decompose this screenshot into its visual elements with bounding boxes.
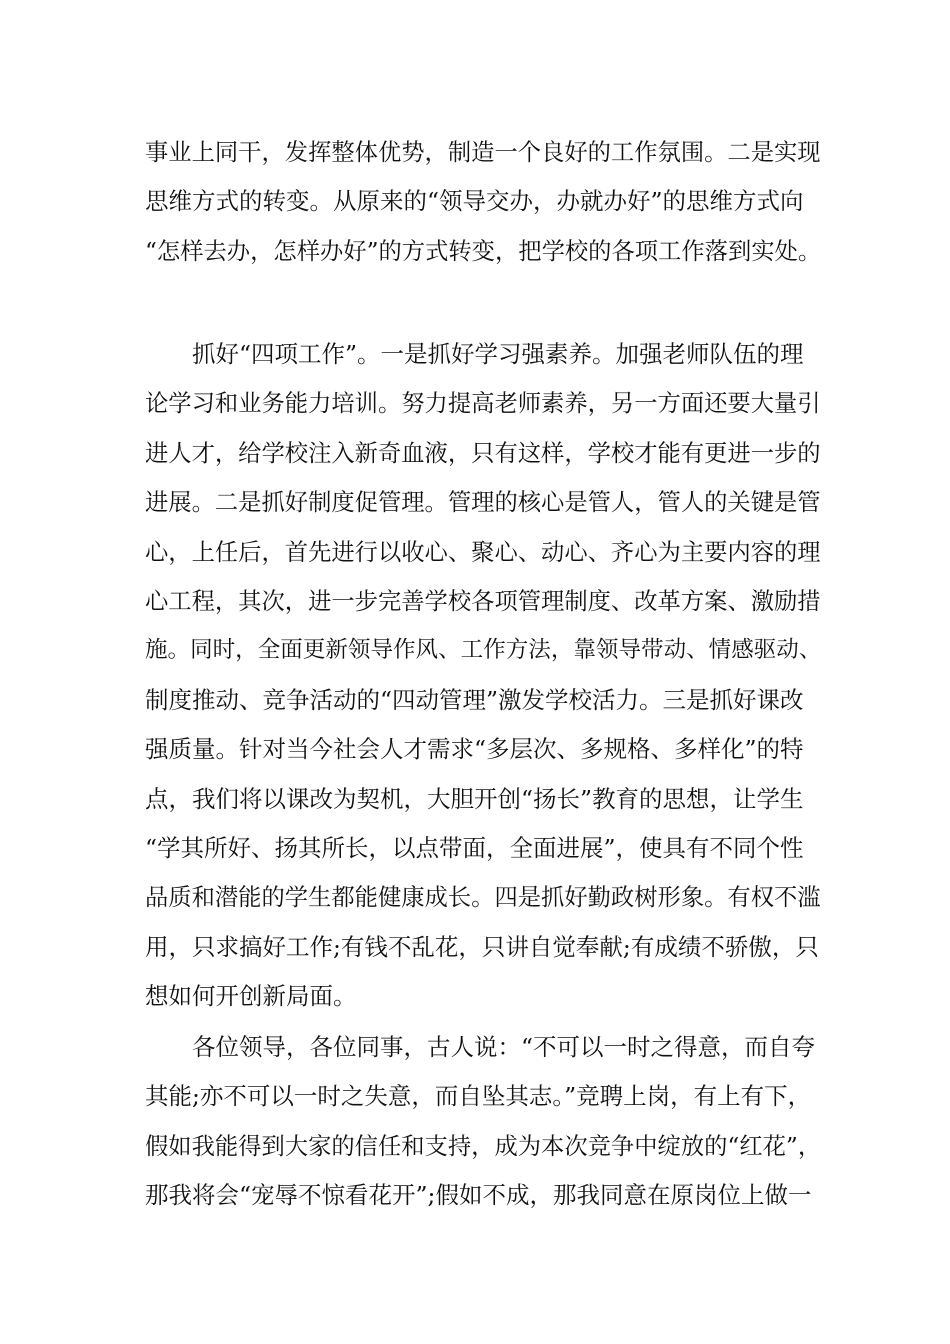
text-line: 抓好“四项工作”。一是抓好学习强素养。加强老师队伍的理 bbox=[192, 340, 804, 368]
text-line: 用，只求搞好工作;有钱不乱花，只讲自觉奉献;有成绩不骄傲，只 bbox=[145, 932, 819, 961]
text-line: 强质量。针对当今社会人才需求“多层次、多规格、多样化”的特 bbox=[145, 735, 804, 764]
text-line: 想如何开创新局面。 bbox=[145, 982, 357, 1011]
text-line: 思维方式的转变。从原来的“领导交办，办就办好”的思维方式向 bbox=[145, 187, 804, 216]
text-line: “怎样去办，怎样办好”的方式转变，把学校的各项工作落到实处。 bbox=[145, 237, 822, 265]
paragraph-1 bbox=[145, 128, 825, 276]
text-line: 进展。二是抓好制度促管理。管理的核心是管人，管人的关键是管 bbox=[145, 489, 821, 517]
text-line: 品质和潜能的学生都能健康成长。四是抓好勤政树形象。有权不滥 bbox=[145, 884, 821, 912]
text-line: 点，我们将以课改为契机，大胆开创“扬长”教育的思想，让学生 bbox=[145, 784, 804, 813]
text-line: 那我将会“宠辱不惊看花开”;假如不成，那我同意在原岗位上做一 bbox=[145, 1181, 812, 1210]
text-line: “学其所好、扬其所长，以点带面，全面进展”，使具有不同个性 bbox=[145, 833, 804, 862]
paragraph-3 bbox=[145, 1023, 825, 1221]
text-line: 施。同时，全面更新领导作风、工作方法，靠领导带动、情感驱动、 bbox=[145, 637, 822, 664]
text-line: 假如我能得到大家的信任和支持，成为本次竞争中绽放的“红花”， bbox=[145, 1132, 822, 1160]
text-line: 心，上任后，首先进行以收心、聚心、动心、齐心为主要内容的理 bbox=[145, 538, 821, 566]
text-line: 心工程，其次，进一步完善学校各项管理制度、改革方案、激励措 bbox=[145, 587, 821, 615]
text-line: 各位领导，各位同事，古人说：“不可以一时之得意，而自夸 bbox=[192, 1033, 816, 1061]
paragraph-2 bbox=[145, 330, 825, 1021]
text-line: 事业上同干，发挥整体优势，制造一个良好的工作氛围。二是实现 bbox=[145, 139, 821, 166]
text-line: 制度推动、竞争活动的“四动管理”激发学校活力。三是抓好课改 bbox=[145, 685, 804, 714]
text-line: 论学习和业务能力培训。努力提高老师素养，另一方面还要大量引 bbox=[145, 390, 821, 418]
text-line: 其能;亦不可以一时之失意，而自坠其志。”竞聘上岗，有上有下， bbox=[145, 1082, 812, 1111]
text-line: 进人才，给学校注入新奇血液，只有这样，学校才能有更进一步的 bbox=[145, 439, 821, 467]
